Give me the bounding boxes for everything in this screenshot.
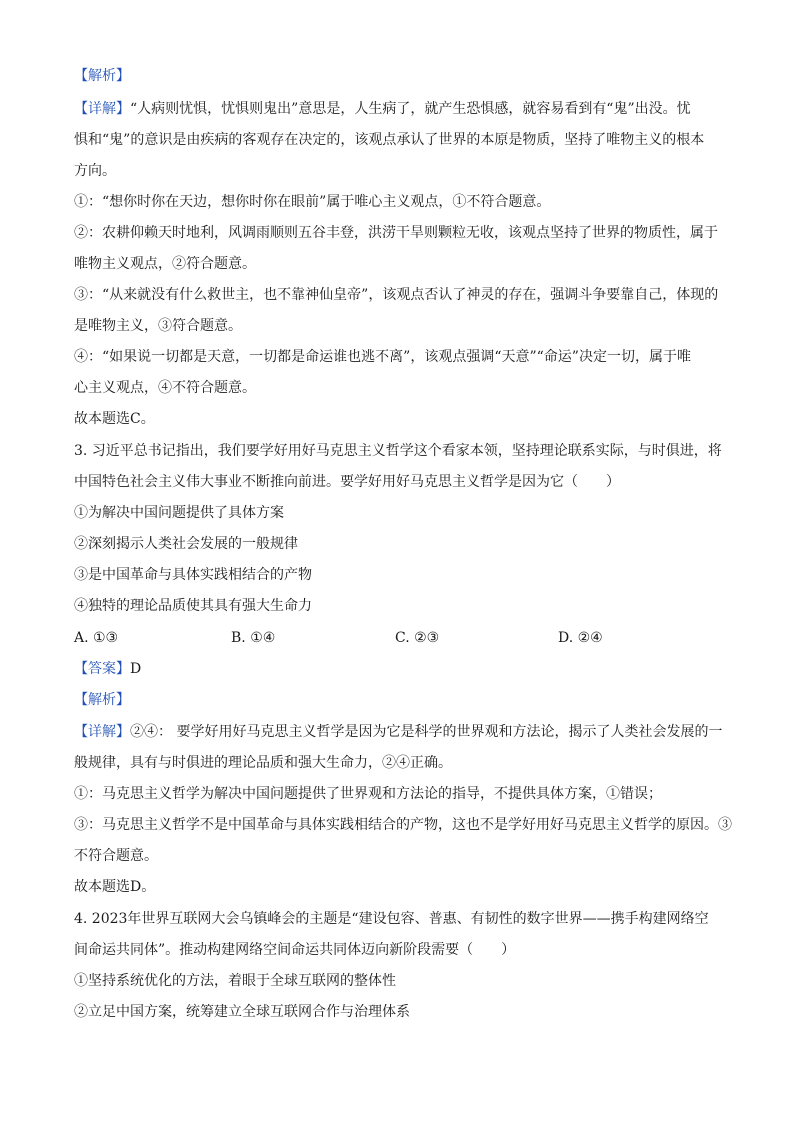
detail-paragraph-line: ③：马克思主义哲学不是中国革命与具体实践相结合的产物，这也不是学好用好马克思主义哲学的原因。③ [74, 817, 732, 833]
statement-analysis-2-cont: 唯物主义观点，②符合题意。 [74, 256, 256, 272]
conclusion-line: 故本题选C。 [74, 411, 155, 427]
question-4-statement-1: ①坚持系统优化的方法，着眼于全球互联网的整体性 [74, 973, 396, 989]
detail-paragraph-line: 【详解】“人病则忧惧，忧惧则鬼出”意思是，人生病了，就产生恐惧感，就容易看到有“鬼”出没。忧 [74, 101, 691, 117]
answer-line: 【答案】D [74, 661, 142, 677]
question-4-stem: 4. 2023年世界互联网大会乌镇峰会的主题是“建设包容、普惠、有韧性的数字世界——携手构建网络空 [74, 911, 709, 927]
statement-analysis-4: ④：“如果说一切都是天意，一切都是命运谁也逃不离”，该观点强调“天意”“命运”决定一切，属于唯 [74, 349, 691, 365]
question-3-statement-3: ③是中国革命与具体实践相结合的产物 [74, 567, 312, 583]
detail-paragraph-line: 般规律，具有与时俱进的理论品质和强大生命力，②④正确。 [74, 755, 452, 771]
question-3-stem: 3. 习近平总书记指出，我们要学好用好马克思主义哲学这个看家本领，坚持理论联系实际，与时俱进，将 [74, 443, 722, 459]
option-c: C. ②③ [395, 630, 440, 646]
statement-analysis-1: ①：“想你时你在天边，想你时你在眼前”属于唯心主义观点，①不符合题意。 [74, 194, 551, 210]
detail-paragraph-line: 不符合题意。 [74, 848, 158, 864]
question-4-statement-2: ②立足中国方案，统筹建立全球互联网合作与治理体系 [74, 1004, 410, 1020]
analysis-heading: 【解析】 [74, 692, 130, 708]
question-3-statement-1: ①为解决中国问题提供了具体方案 [74, 505, 284, 521]
question-3-stem-cont: 中国特色社会主义伟大事业不断推向前进。要学好用好马克思主义哲学是因为它（ ） [74, 474, 620, 490]
detail-paragraph-line: 惧和“鬼”的意识是由疾病的客观存在决定的，该观点承认了世界的本原是物质，坚持了唯物主义的根本 [74, 132, 705, 148]
detail-paragraph-line: ①：马克思主义哲学为解决中国问题提供了世界观和方法论的指导，不提供具体方案，①错误； [74, 786, 662, 802]
statement-analysis-4-cont: 心主义观点，④不符合题意。 [74, 380, 256, 396]
statement-analysis-3: ③：“从来就没有什么救世主，也不靠神仙皇帝”，该观点否认了神灵的存在，强调斗争要靠自己，体现的 [74, 287, 719, 303]
statement-analysis-3-cont: 是唯物主义，③符合题意。 [74, 318, 242, 334]
question-3-statement-2: ②深刻揭示人类社会发展的一般规律 [74, 536, 298, 552]
question-3-statement-4: ④独特的理论品质使其具有强大生命力 [74, 598, 312, 614]
option-b: B. ①④ [231, 630, 276, 646]
question-4-stem-cont: 间命运共同体”。推动构建网络空间命运共同体迈向新阶段需要（ ） [74, 942, 516, 958]
option-a: A. ①③ [74, 630, 119, 646]
detail-paragraph-line: 【详解】②④： 要学好用好马克思主义哲学是因为它是科学的世界观和方法论，揭示了人类社会发展的一 [74, 724, 723, 740]
option-d: D. ②④ [558, 630, 603, 646]
statement-analysis-2: ②：农耕仰赖天时地利，风调雨顺则五谷丰登，洪涝干旱则颗粒无收，该观点坚持了世界的物质性，属于 [74, 225, 718, 241]
conclusion-line: 故本题选D。 [74, 879, 156, 895]
analysis-heading: 【解析】 [74, 68, 130, 84]
answer-value: D [130, 661, 142, 677]
detail-paragraph-line: 方向。 [74, 163, 116, 179]
